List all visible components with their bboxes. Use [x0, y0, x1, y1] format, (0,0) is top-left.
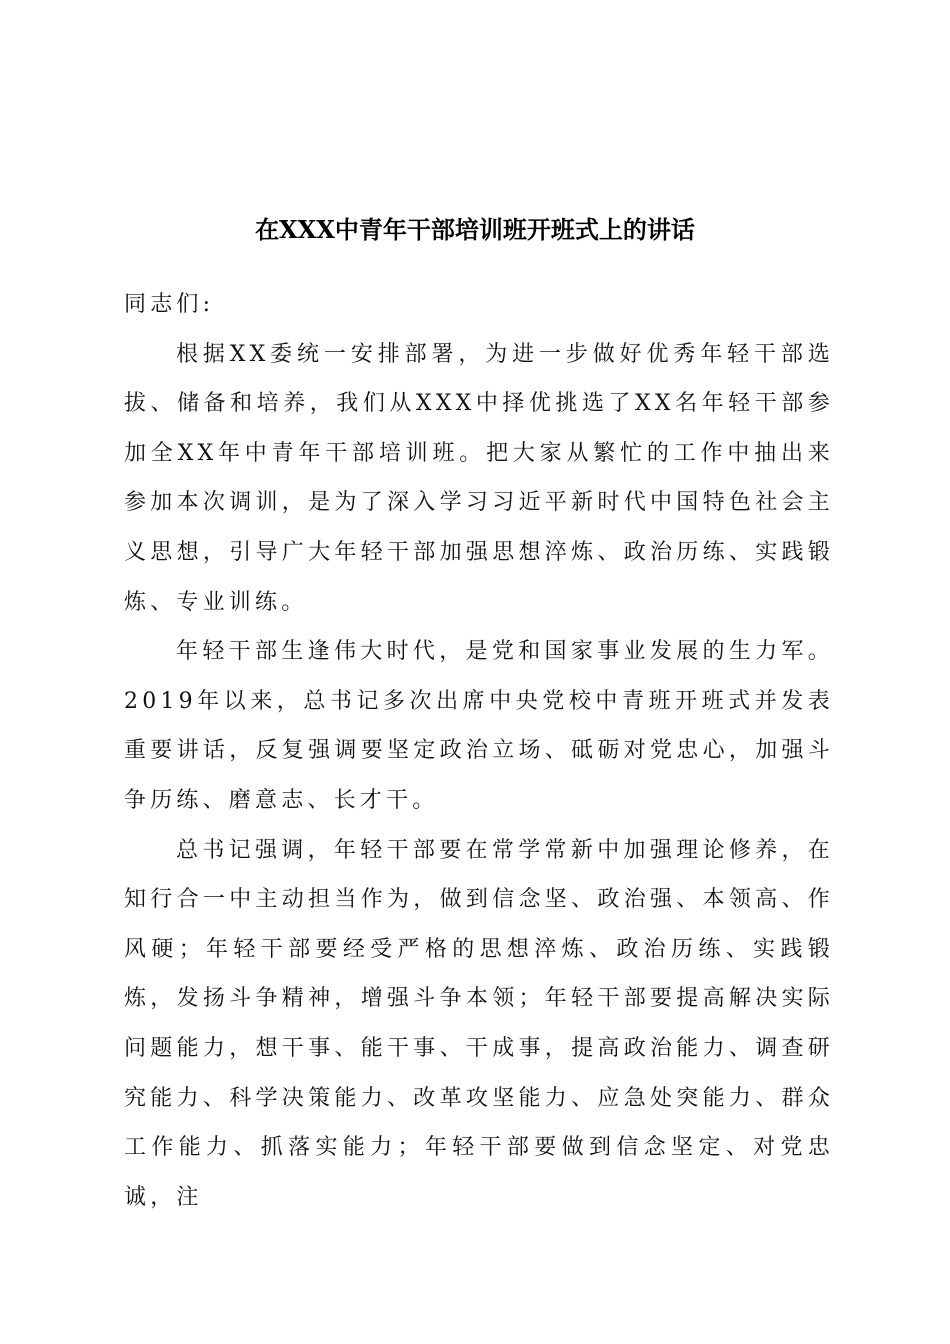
document-body: [124, 280, 834, 1222]
paragraph-3: 总书记强调，年轻干部要在常学常新中加强理论修养，在知行合一中主动担当作为，做到信念坚、政治强、本领高、作风硬；年轻干部要经受严格的思想淬炼、政治历练、实践锻炼，发扬斗争精神，增强斗争本领；年轻干部要提高解决实际问题能力，想干事、能干事、干成事，提高政治能力、调查研究能力、科学决策能力、改革攻坚能力、应急处突能力、群众工作能力、抓落实能力；年轻干部要做到信念坚定、对党忠诚，注: [124, 837, 834, 1210]
paragraph-2: 年轻干部生逢伟大时代，是党和国家事业发展的生力军。2019年以来，总书记多次出席中央党校中青班开班式并发表重要讲话，反复强调要坚定政治立场、砥砺对党忠心，加强斗争历练、磨意志、长才干。: [124, 639, 834, 813]
salutation: 同志们:: [124, 292, 215, 317]
paragraph-1: 根据XX委统一安排部署，为进一步做好优秀年轻干部选拔、储备和培养，我们从XXX中择优挑选了XX名年轻干部参加全XX年中青年干部培训班。把大家从繁忙的工作中抽出来参加本次调训，是为了深入学习习近平新时代中国特色社会主义思想，引导广大年轻干部加强思想淬炼、政治历练、实践锻炼、专业训练。: [124, 341, 834, 615]
document-title: 在XXX中青年干部培训班开班式上的讲话: [255, 215, 695, 244]
